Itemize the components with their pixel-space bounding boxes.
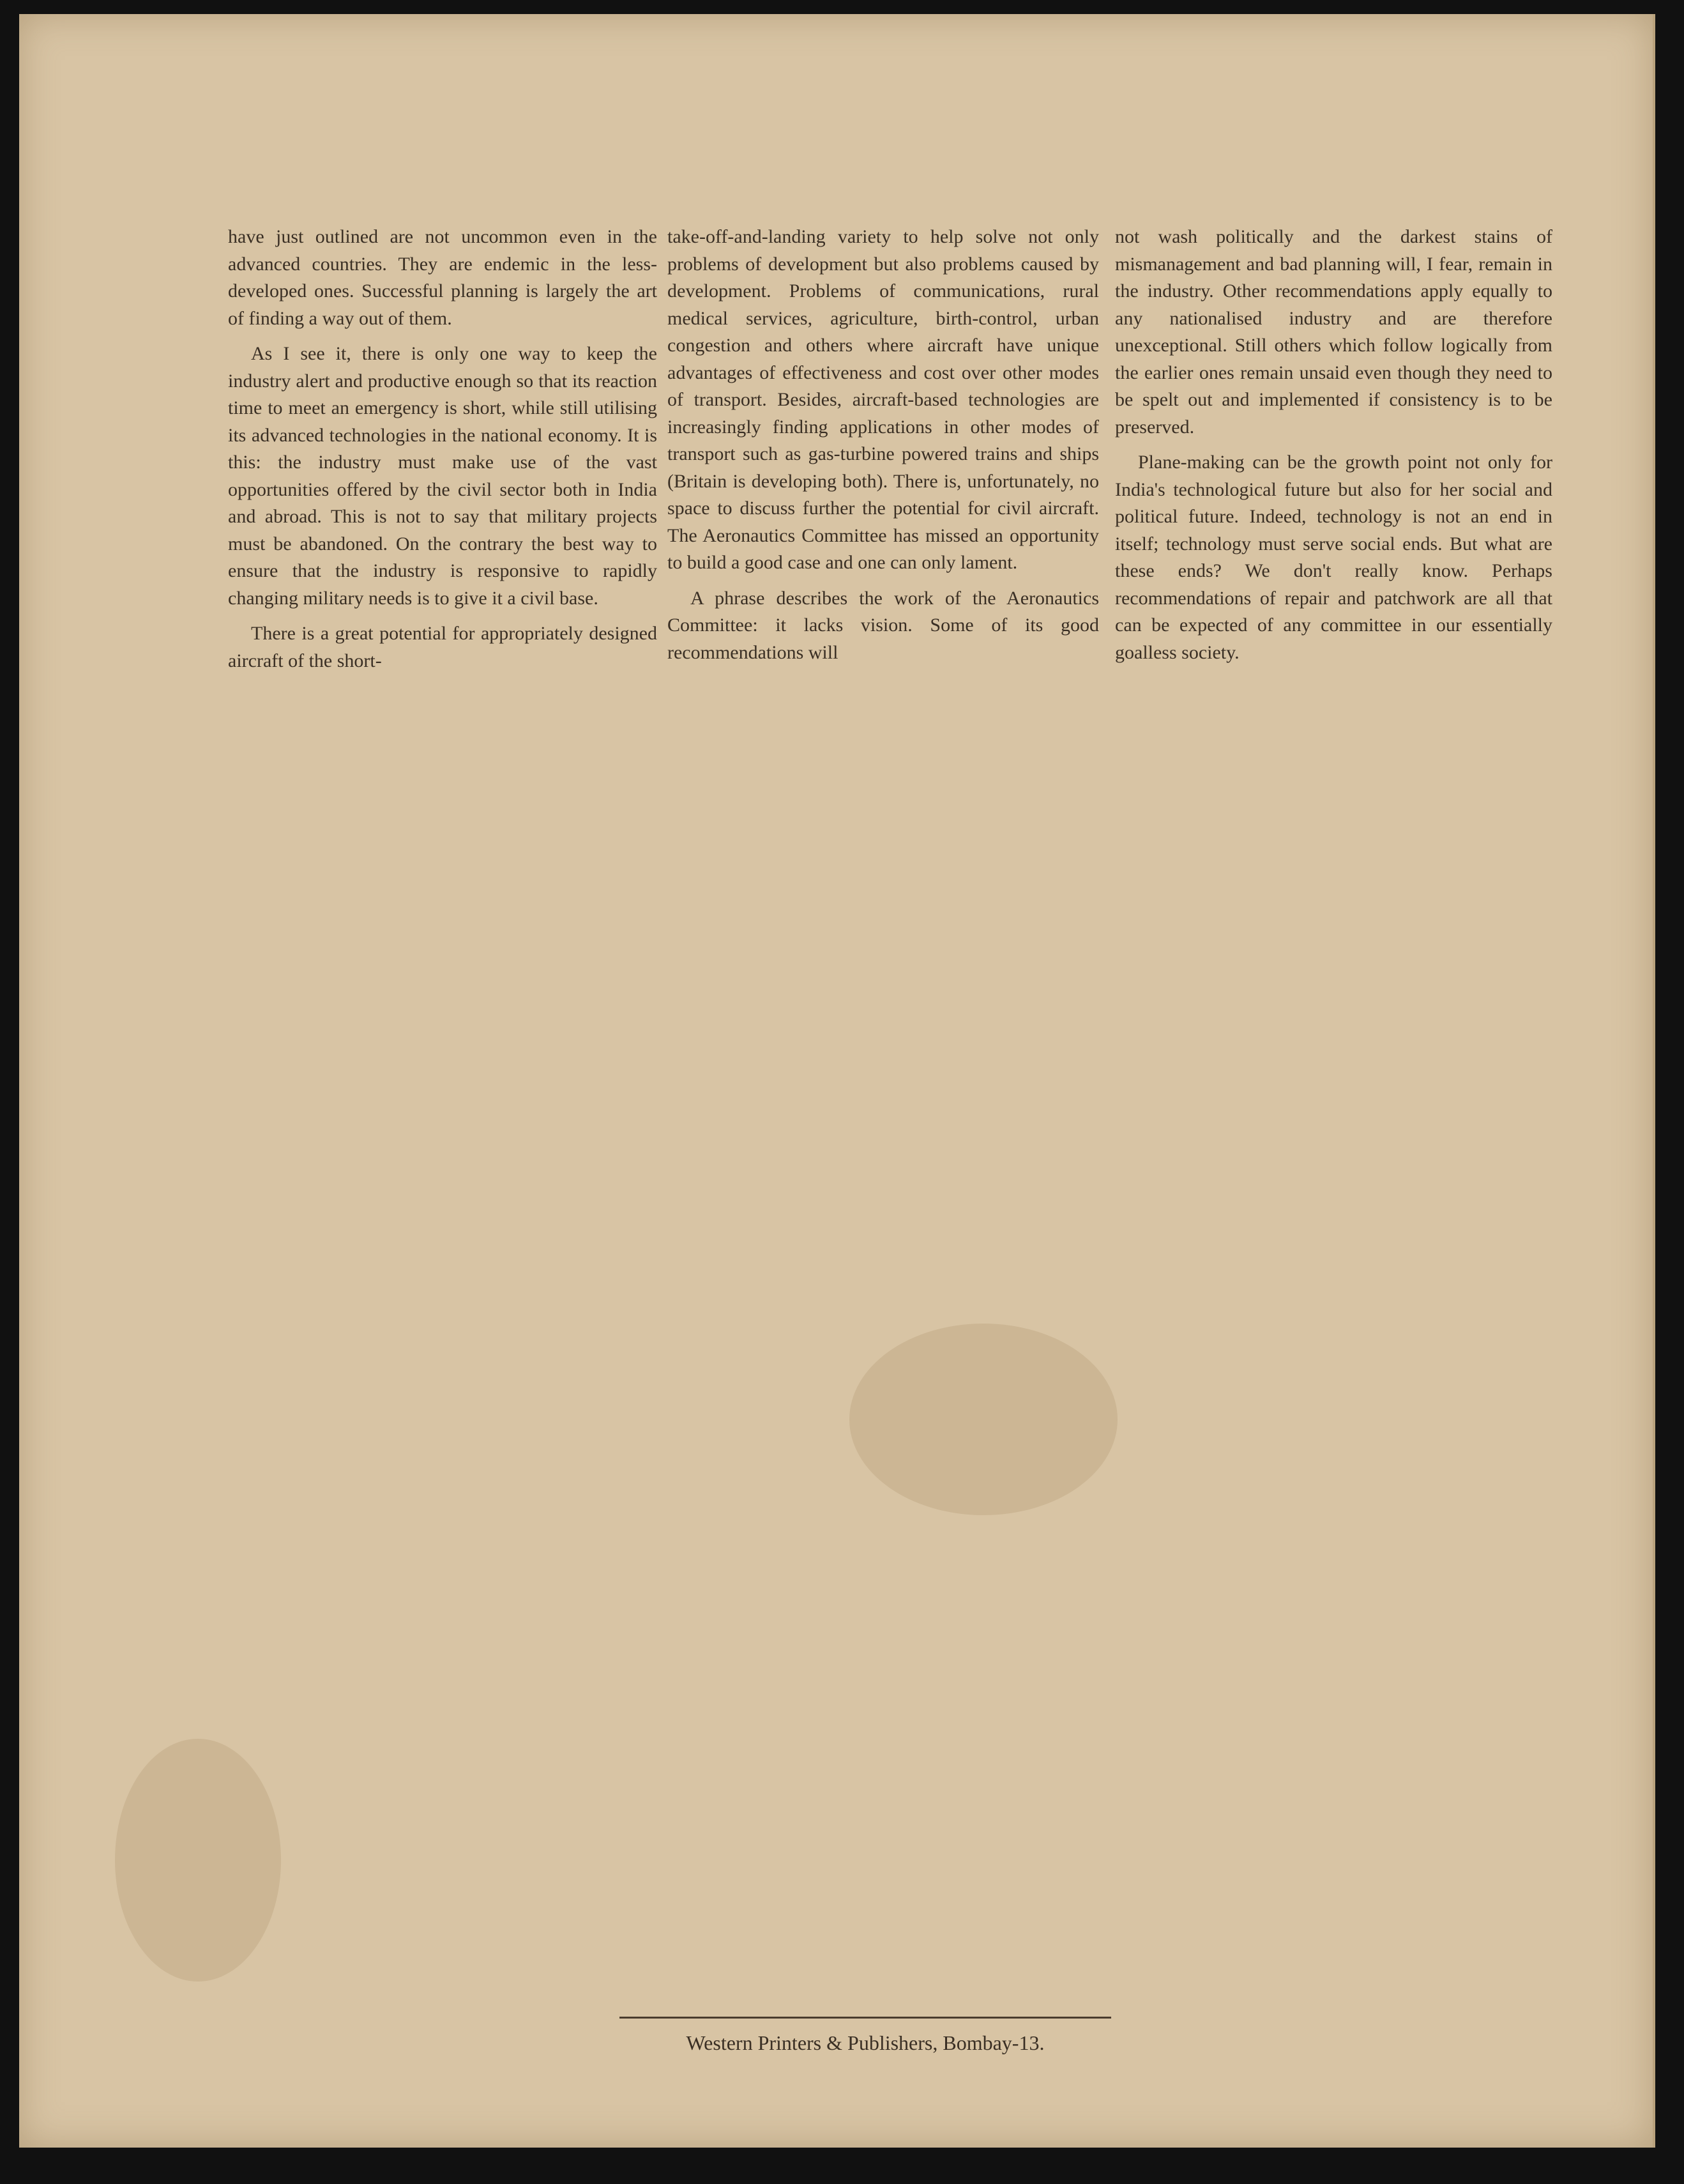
- text-column-2: [667, 224, 1099, 675]
- text-column-3: [1115, 224, 1552, 675]
- paragraph: take-off-and-landing variety to help solve not only problems of development but also problems caused by development. Problems of communications, rural medical services, agriculture, birth-control, urban congestion and others where aircraft have unique advantages of effectiveness and cost over other modes of transport. Besides, aircraft-based technologies are increasingly finding applications in other modes of transport such as gas-turbine powered trains and ships (Britain is developing both). There is, unfortunately, no space to discuss further the potential for civil aircraft. The Aeronautics Committee has missed an opportunity to build a good case and one can only lament.: [667, 226, 1099, 573]
- paragraph: Plane-making can be the growth point not only for India's technological future but also for her social and political future. Indeed, technology is not an end in itself; technology must serve social ends. But what are these ends? We don't really know. Perhaps recommendations of repair and patchwork are all that can be expected of any committee in our essentially goalless society.: [1115, 452, 1552, 663]
- paragraph: A phrase describes the work of the Aeronautics Committee: it lacks vision. Some of its good recommendations will: [667, 587, 1099, 663]
- document-page: [19, 14, 1655, 2148]
- paper-stain: [849, 1324, 1118, 1515]
- paragraph: not wash politically and the darkest stains of mismanagement and bad planning will, I fear, remain in the industry. Other recommendations apply equally to any nationalised industry and are therefore unexceptional. Still others which follow logically from the earlier ones remain unsaid even though they need to be spelt out and implemented if consistency is to be preserved.: [1115, 226, 1552, 438]
- text-column-1: [228, 224, 657, 683]
- paragraph: have just outlined are not uncommon even in the advanced countries. They are endemic in the less-developed ones. Successful planning is largely the art of finding a way out of them.: [228, 226, 657, 329]
- footer-divider: [619, 2017, 1111, 2019]
- printer-imprint: Western Printers & Publishers, Bombay-13.: [686, 2031, 1045, 2054]
- paper-stain: [115, 1739, 281, 1982]
- paragraph: There is a great potential for appropriately designed aircraft of the short-: [228, 623, 657, 671]
- paragraph: As I see it, there is only one way to keep the industry alert and productive enough so that its reaction time to meet an emergency is short, while still utilising its advanced technologies in the national economy. It is this: the industry must make use of the vast opportunities offered by the civil sector both in India and abroad. This is not to say that military projects must be abandoned. On the contrary the best way to ensure that the industry is responsive to rapidly changing military needs is to give it a civil base.: [228, 343, 657, 609]
